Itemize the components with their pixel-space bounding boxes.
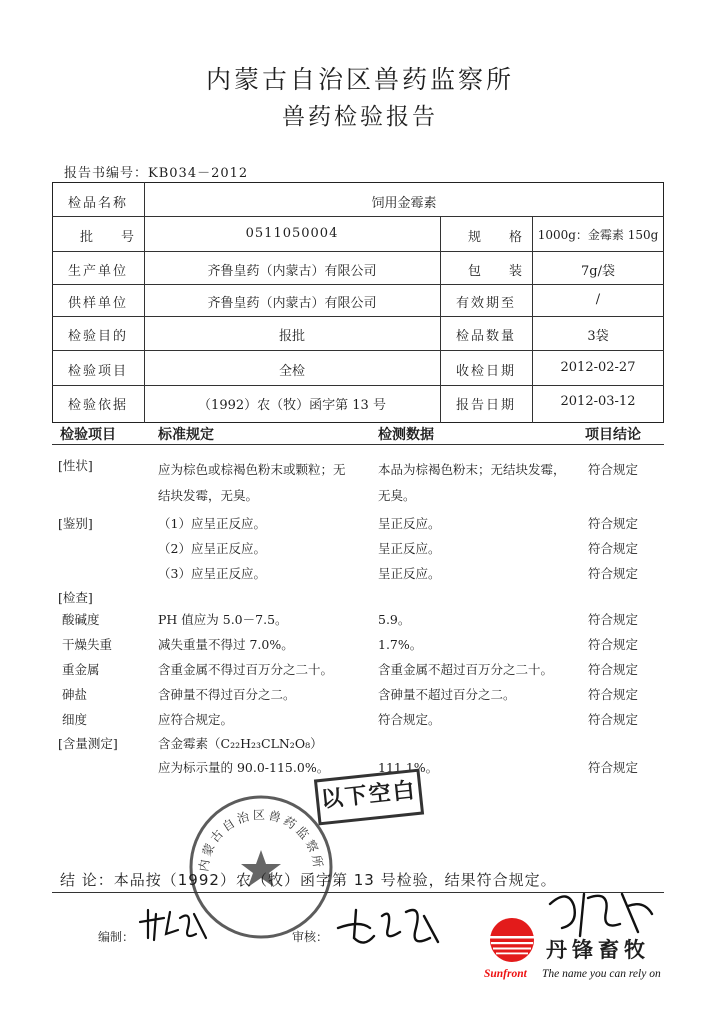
basis-value: （1992）农（牧）函字第 13 号: [198, 398, 386, 413]
purpose-value: 报批: [278, 329, 305, 344]
report-number-label: 报告书编号：: [64, 166, 149, 181]
seal-lettering-path: 内蒙古自治区兽药监察所: [196, 807, 326, 873]
dry-data: 1.7%。: [378, 637, 423, 652]
fineness-result: 符合规定: [588, 712, 639, 727]
col-item-header: 检验项目: [60, 427, 116, 443]
ident-3-data: 呈正反应。: [378, 566, 441, 581]
assay-label: [含量测定]: [58, 736, 118, 751]
ident-label-text: 鉴别: [62, 516, 88, 531]
arsenic-label: 砷盐: [62, 687, 88, 702]
supplier-label: 供样单位: [67, 296, 128, 311]
check-label-text: 检查: [62, 590, 88, 605]
prepared-signature-icon: [134, 904, 214, 946]
assay-standard-2: 应为标示量的 90.0-115.0%。: [158, 760, 330, 775]
ident-1-data: 呈正反应。: [378, 516, 441, 531]
conclusion-text: 结 论：本品按（1992）农（牧）函字第 13 号检验，结果符合规定。: [60, 871, 557, 889]
package-value: 7g/袋: [581, 264, 615, 279]
product-name-value: 饲用金霉素: [371, 196, 437, 211]
blank-below-stamp: 以下空白: [314, 769, 424, 826]
ident-3-result: 符合规定: [588, 566, 639, 581]
metal-result: 符合规定: [588, 662, 639, 677]
items-label: 检验项目: [67, 364, 128, 379]
items-value: 全检: [278, 364, 305, 379]
table-rule: [532, 216, 533, 423]
fineness-data: 符合规定。: [378, 712, 441, 727]
metal-data: 含重金属不超过百万分之二十。: [378, 662, 554, 677]
ph-standard: PH 值应为 5.0－7.5。: [158, 612, 288, 627]
report-number: [64, 162, 248, 181]
received-value: 2012-02-27: [560, 360, 636, 375]
received-label: 收检日期: [455, 364, 516, 379]
basis-label: 检验依据: [67, 398, 128, 413]
quantity-value: 3袋: [587, 329, 609, 344]
assay-result: 符合规定: [588, 760, 639, 775]
traits-label: [性状]: [58, 458, 93, 473]
traits-result: 符合规定: [588, 462, 639, 477]
expiry-value: /: [595, 292, 601, 307]
fineness-label: 细度: [62, 712, 88, 727]
assay-label-text: 含量测定: [62, 736, 113, 751]
ident-label: [鉴别]: [58, 516, 93, 531]
ident-1-result: 符合规定: [588, 516, 639, 531]
arsenic-standard: 含砷量不得过百分之二。: [158, 687, 296, 702]
package-label: 包装: [468, 264, 551, 279]
col-standard-header: 标准规定: [158, 427, 214, 443]
col-data-header: 检测数据: [378, 427, 434, 443]
results-header-rule: [52, 444, 664, 445]
arsenic-data: 含砷量不超过百分之二。: [378, 687, 516, 702]
reviewed-by-label: 审核：: [292, 930, 329, 944]
metal-label: 重金属: [62, 662, 100, 677]
brand-name: 丹锋畜牧: [546, 938, 650, 962]
assay-data: 111.1%。: [378, 760, 439, 775]
batch-label: 批号: [80, 230, 163, 245]
supplier-value: 齐鲁皇药（内蒙古）有限公司: [207, 296, 377, 311]
ph-label: 酸碱度: [62, 612, 100, 627]
dry-label: 干燥失重: [62, 637, 113, 652]
ident-2-result: 符合规定: [588, 541, 639, 556]
report-date-value: 2012-03-12: [560, 394, 636, 409]
traits-data-2: 无臭。: [378, 488, 416, 503]
report-number-value: KB034－2012: [148, 166, 249, 181]
quantity-label: 检品数量: [455, 329, 516, 344]
sunfront-logo-icon: [484, 916, 540, 968]
spec-value: 1000g：金霉素 150g: [537, 228, 659, 242]
traits-label-text: 性状: [62, 458, 88, 473]
assay-standard-1: 含金霉素（C₂₂H₂₃CLN₂O₈）: [158, 736, 323, 751]
ident-3-standard: （3）应呈正反应。: [158, 566, 266, 581]
ph-data: 5.9。: [378, 612, 411, 627]
traits-data-1: 本品为棕褐色粉末；无结块发霉，: [378, 462, 566, 477]
purpose-label: 检验目的: [67, 329, 128, 344]
traits-standard-2: 结块发霉，无臭。: [158, 488, 259, 503]
metal-standard: 含重金属不得过百万分之二十。: [158, 662, 334, 677]
reviewed-signature-icon: [330, 898, 450, 954]
manufacturer-label: 生产单位: [67, 264, 128, 279]
brand-english: Sunfront: [484, 968, 527, 980]
ident-2-data: 呈正反应。: [378, 541, 441, 556]
ident-2-standard: （2）应呈正反应。: [158, 541, 266, 556]
arsenic-result: 符合规定: [588, 687, 639, 702]
fineness-standard: 应符合规定。: [158, 712, 234, 727]
manufacturer-value: 齐鲁皇药（内蒙古）有限公司: [207, 264, 377, 279]
spec-label: 规格: [468, 230, 551, 245]
dry-standard: 减失重量不得过 7.0%。: [158, 637, 294, 652]
report-date-label: 报告日期: [455, 398, 516, 413]
ph-result: 符合规定: [588, 612, 639, 627]
ident-1-standard: （1）应呈正反应。: [158, 516, 266, 531]
document-title: 兽药检验报告: [282, 104, 438, 130]
prepared-by-label: 编制：: [98, 930, 135, 944]
dry-result: 符合规定: [588, 637, 639, 652]
check-label: [检查]: [58, 590, 93, 605]
institute-title: 内蒙古自治区兽药监察所: [205, 65, 514, 94]
table-rule: [440, 216, 441, 423]
brand-slogan: The name you can rely on: [542, 968, 661, 980]
traits-standard-1: 应为棕色或棕褐色粉末或颗粒；无: [158, 462, 346, 477]
batch-value: 0511050004: [245, 226, 339, 241]
col-conclusion-header: 项目结论: [585, 427, 641, 443]
expiry-label: 有效期至: [455, 296, 516, 311]
product-name-label: 检品名称: [67, 196, 128, 211]
